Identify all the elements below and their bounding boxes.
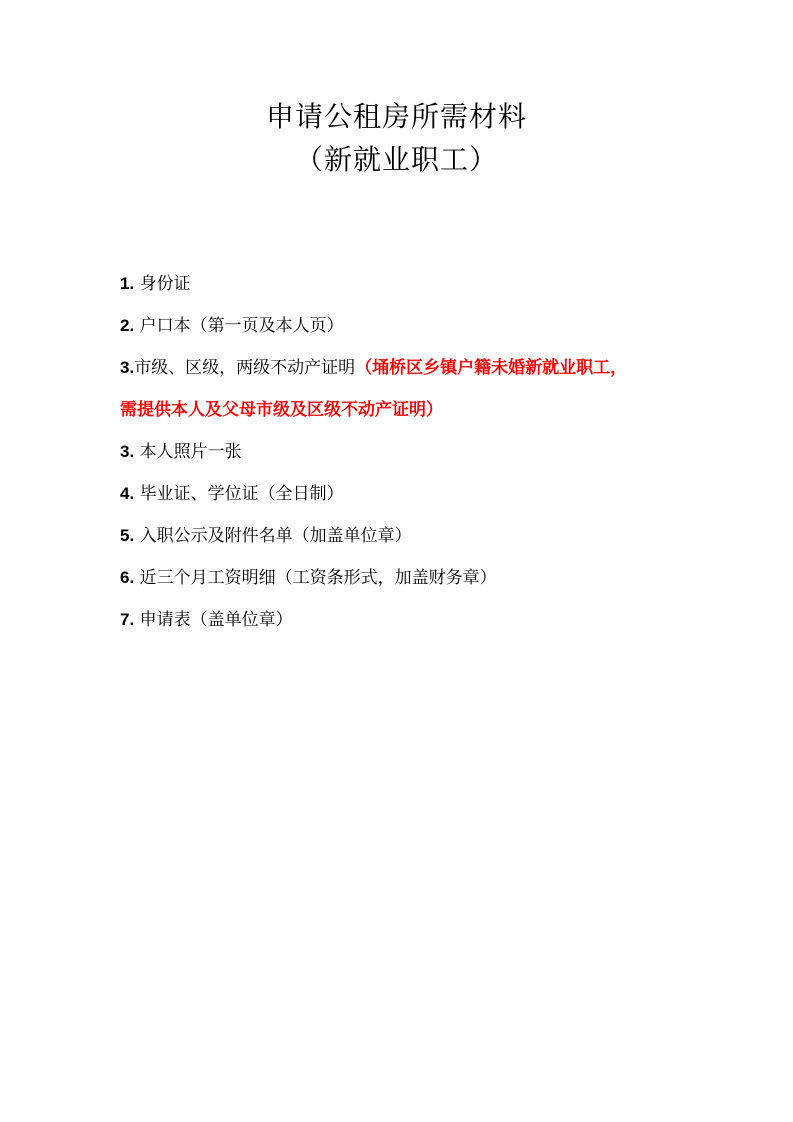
item-note: （埇桥区乡镇户籍未婚新就业职工， [355,358,628,378]
item-number: 7. [120,610,135,629]
item-number: 3. [120,358,135,377]
item-note-continued: 需提供本人及父母市级及区级不动产证明） [120,400,443,420]
item-number: 3. [120,442,135,461]
item-text: 申请表（盖单位章） [134,610,293,630]
item-text: 身份证 [134,274,191,294]
page-subtitle: （新就业职工） [294,143,498,176]
list-item [120,270,680,298]
item-text: 入职公示及附件名单（加盖单位章） [134,526,412,546]
item-number: 4. [120,484,135,503]
item-text: 毕业证、学位证（全日制） [134,484,344,504]
list-item [120,312,680,340]
item-number: 6. [120,568,135,587]
item-text: 本人照片一张 [134,442,242,462]
item-number: 2. [120,316,135,335]
list-item [120,438,680,466]
item-number: 5. [120,526,135,545]
list-item [120,522,680,550]
materials-list [120,270,680,648]
list-item [120,480,680,508]
list-item [120,606,680,634]
list-item [120,564,680,592]
page-title: 申请公租房所需材料 [265,100,527,133]
item-number: 1. [120,274,135,293]
item-text: 市级、区级，两级不动产证明 [134,358,356,378]
list-item [120,354,680,424]
item-text: 户口本（第一页及本人页） [134,316,344,336]
item-text: 近三个月工资明细（工资条形式，加盖财务章） [134,568,497,588]
